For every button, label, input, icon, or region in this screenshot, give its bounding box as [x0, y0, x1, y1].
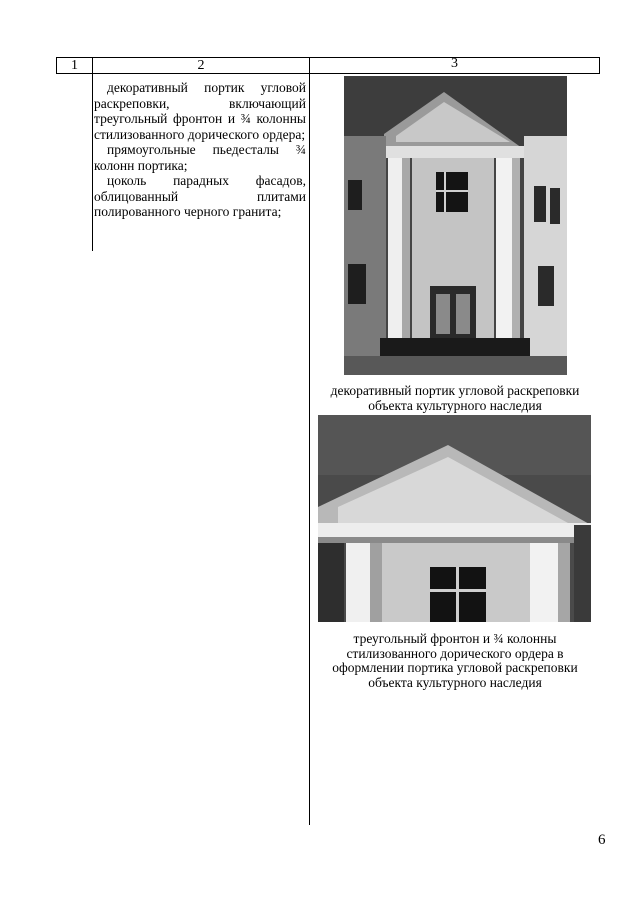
- feature-item: декоративный портик угловой раскреповки, включающий треугольный фронтон и ¾ колонны стилизованного дорического ордера;: [94, 80, 306, 142]
- page-number: 6: [598, 832, 606, 848]
- photo-caption-2: треугольный фронтон и ¾ колонны стилизованного дорического ордера в оформлении портика угловой раскреповки объекта культурного наследия: [332, 631, 578, 690]
- table-header-col-2: 2: [92, 57, 310, 74]
- feature-list: [94, 80, 306, 220]
- feature-item: прямоугольные пьедесталы ¾ колонн портика;: [94, 142, 306, 173]
- portico-photo: [344, 76, 567, 375]
- column-divider-1-2: [92, 73, 93, 251]
- table-header-col-1: 1: [56, 57, 93, 74]
- table-header-col-3: 3: [309, 57, 600, 74]
- pediment-photo: [318, 415, 591, 622]
- feature-item: цоколь парадных фасадов, облицованный плитами полированного черного гранита;: [94, 173, 306, 219]
- photo-caption-1: декоративный портик угловой раскреповки объекта культурного наследия: [330, 383, 580, 413]
- column-divider-2-3: [309, 73, 310, 825]
